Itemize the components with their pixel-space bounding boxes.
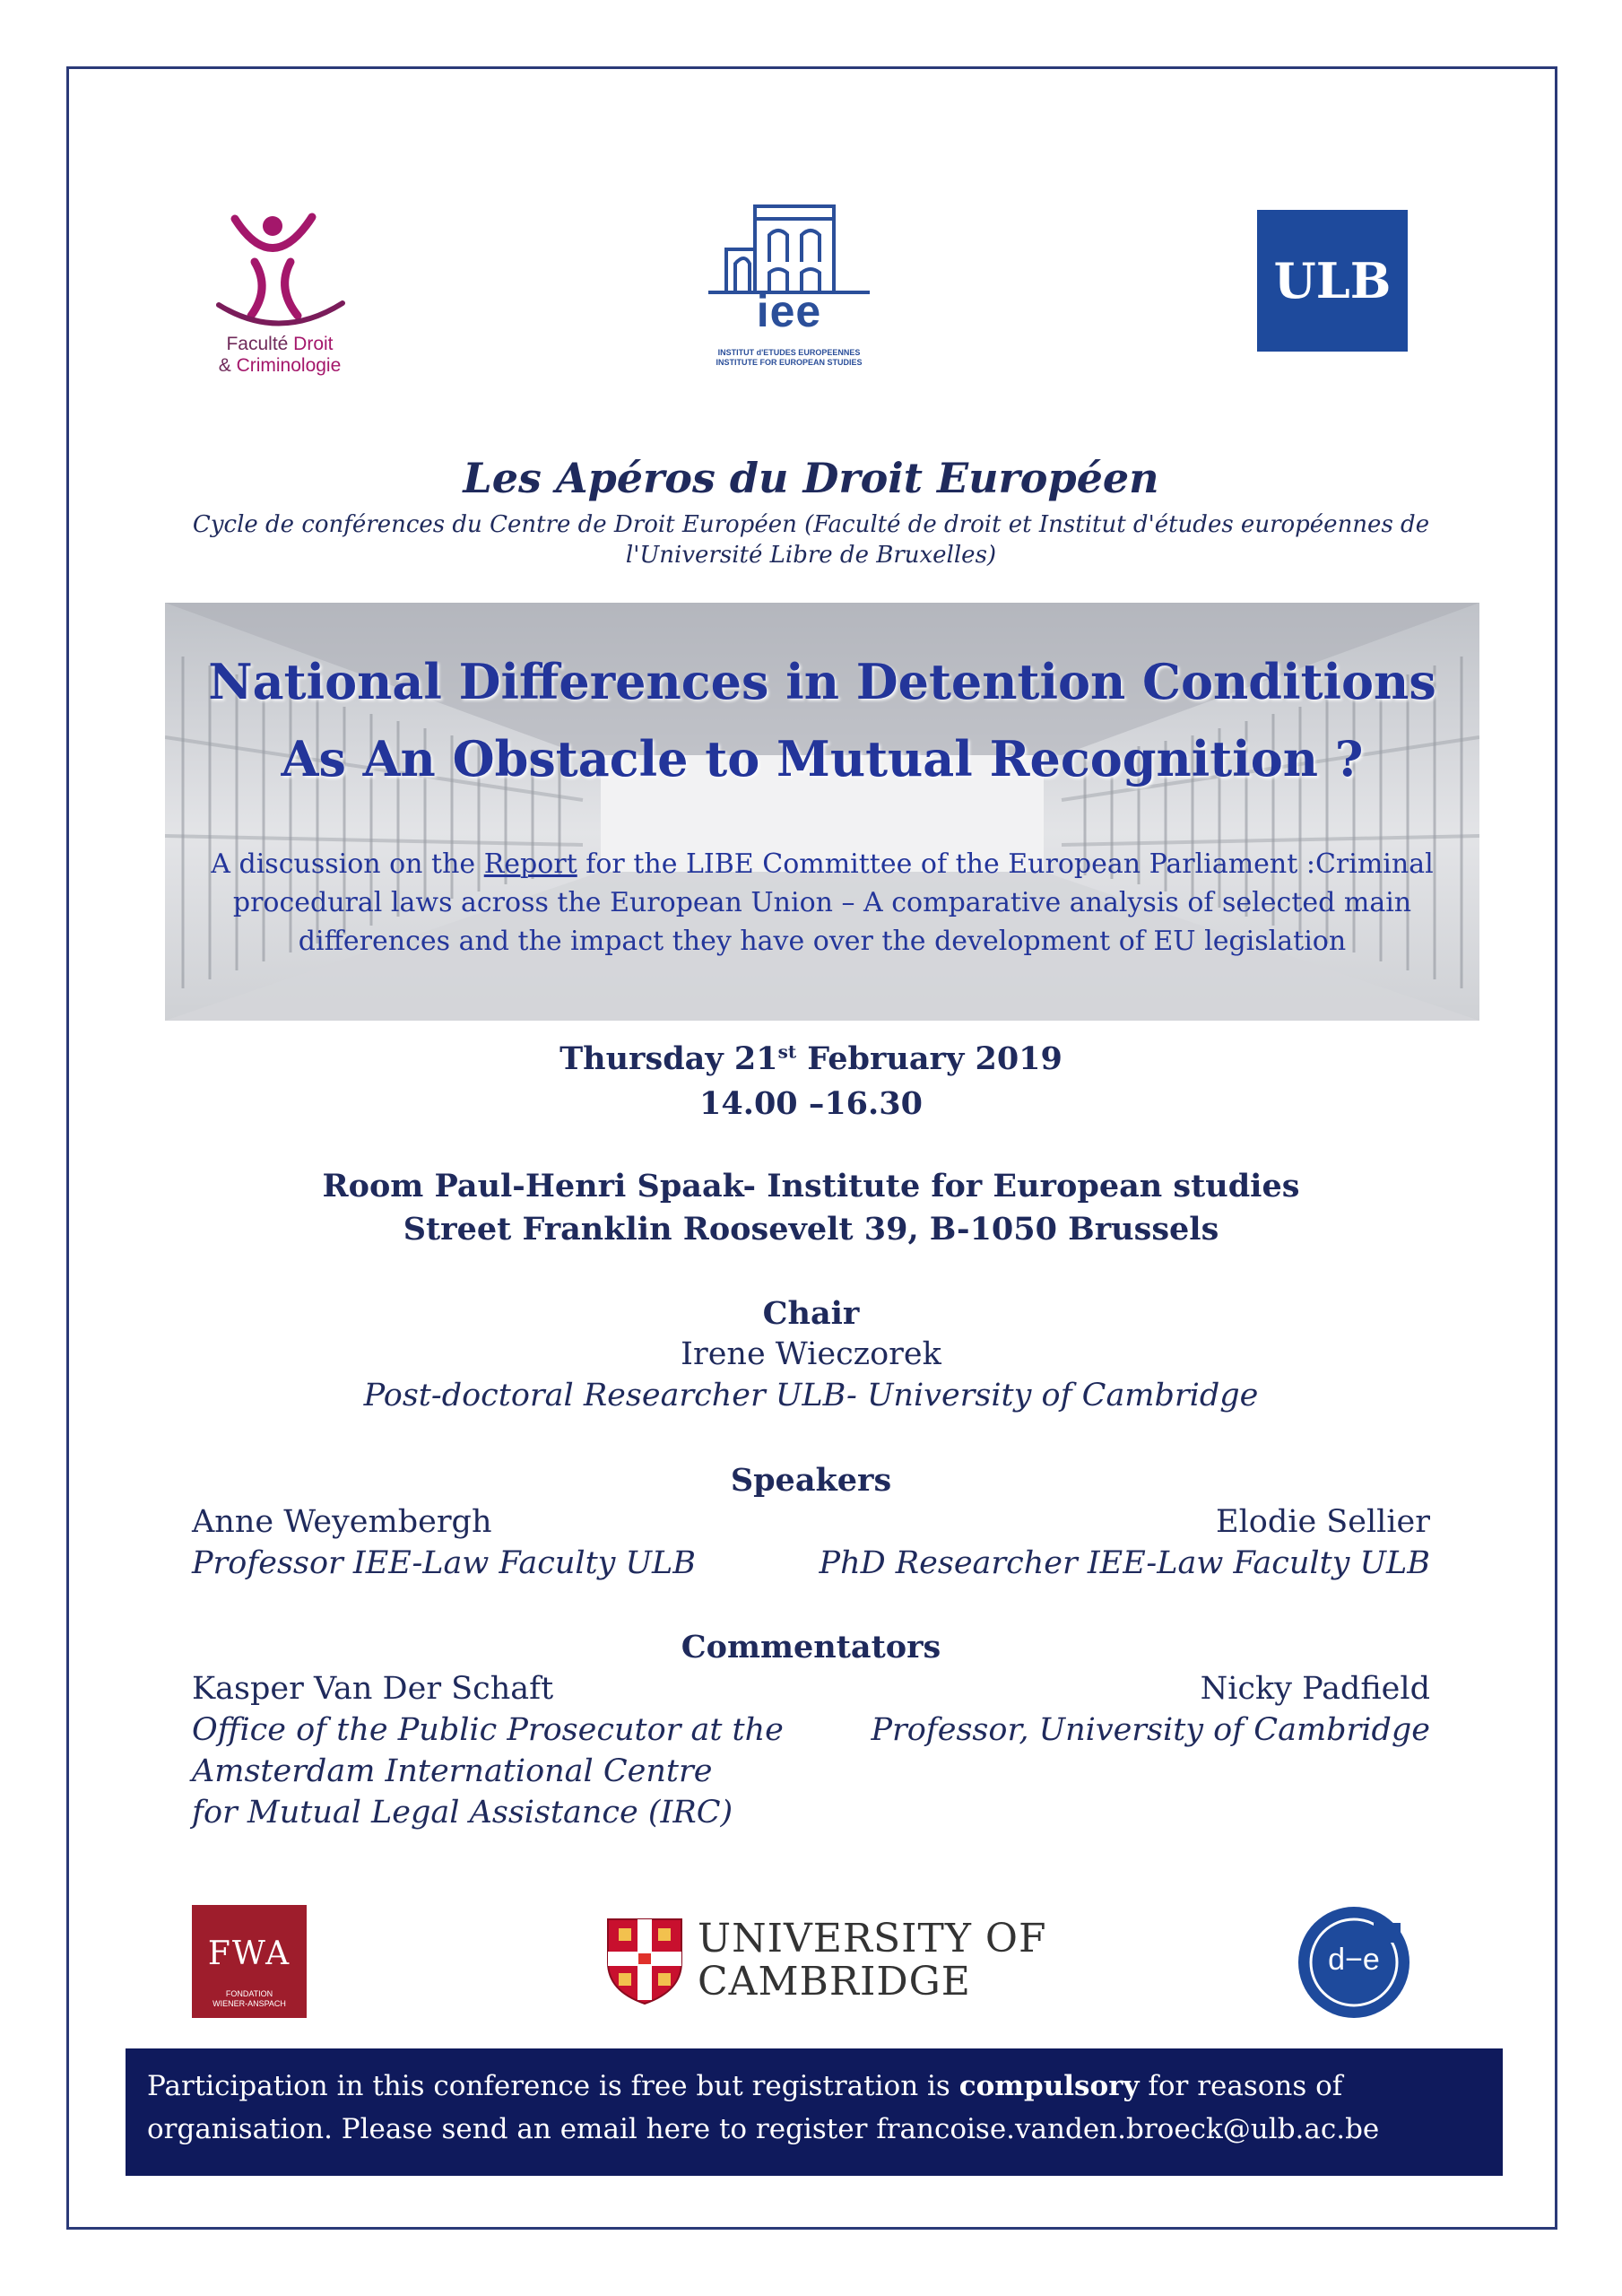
iee-logo-name: iee	[756, 286, 822, 336]
de-logo	[1297, 1905, 1411, 2020]
cambridge-logo-line2: CAMBRIDGE	[698, 1959, 971, 2005]
chair-heading: Chair	[762, 1295, 860, 1332]
iee-logo-sub2: INSTITUTE FOR EUROPEAN STUDIES	[716, 358, 863, 367]
title-banner	[165, 603, 1479, 1021]
report-link[interactable]: Report	[483, 848, 577, 880]
commentator-right-role: Professor, University of Cambridge	[871, 1712, 1430, 1748]
speaker-left-role: Professor IEE-Law Faculty ULB	[192, 1545, 696, 1581]
commentator-left-role3: for Mutual Legal Assistance (IRC)	[192, 1795, 733, 1831]
chair-name: Irene Wieczorek	[681, 1336, 941, 1372]
event-date-prefix: Thursday 21	[559, 1040, 778, 1077]
chair-role: Post-doctoral Researcher ULB- University of Cambridge	[363, 1378, 1259, 1413]
speaker-right	[820, 1501, 1430, 1584]
banner-description	[165, 845, 1479, 961]
series-title: Les Apéros du Droit Européen	[463, 454, 1159, 502]
series-subtitle-line1: Cycle de conférences du Centre de Droit Européen (Faculté de droit et Institut d'études européennes de	[192, 511, 1430, 538]
series-subtitle	[0, 509, 1622, 570]
faculty-logo-line1-accent: Droit	[293, 334, 334, 354]
fwa-logo-sub1: FONDATION	[225, 1989, 273, 1998]
fwa-logo-sub2: WIENER-ANSPACH	[213, 1999, 286, 2008]
speaker-left	[192, 1501, 696, 1584]
footer-bold: compulsory	[958, 2070, 1140, 2102]
faculty-logo-line1-prefix: Faculté	[226, 334, 294, 354]
fwa-logo	[192, 1905, 307, 2018]
footer-line2: organisation. Please send an email here to register francoise.vanden.broeck@ulb.ac.be	[147, 2113, 1380, 2145]
cambridge-shield-icon	[604, 1916, 685, 2005]
banner-title-line1: National Differences in Detention Conditions	[208, 653, 1436, 710]
fwa-logo-mark: FWA	[207, 1935, 291, 1972]
cambridge-logo	[604, 1916, 1053, 2005]
commentator-left-name: Kasper Van Der Schaft	[192, 1671, 554, 1707]
commentator-left	[192, 1668, 784, 1833]
event-address: Street Franklin Roosevelt 39, B-1050 Brussels	[403, 1211, 1219, 1248]
banner-desc-pre: A discussion on the	[211, 848, 484, 880]
footer-post: for reasons of	[1139, 2070, 1343, 2102]
faculty-logo	[208, 208, 351, 387]
speaker-right-role: PhD Researcher IEE-Law Faculty ULB	[819, 1545, 1430, 1581]
commentator-right	[871, 1668, 1430, 1751]
ulb-logo	[1257, 210, 1408, 352]
event-date-suffix: February 2019	[796, 1040, 1063, 1077]
banner-desc-line3: differences and the impact they have over the development of EU legislation	[298, 926, 1347, 957]
commentator-right-name: Nicky Padfield	[1200, 1671, 1430, 1707]
iee-logo	[699, 199, 879, 378]
banner-title-line2: As An Obstacle to Mutual Recognition ?	[281, 730, 1364, 787]
banner-desc-line2: procedural laws across the European Union – A comparative analysis of selected main	[232, 887, 1412, 918]
de-logo-mark: d−e	[1328, 1943, 1380, 1977]
event-time: 14.00 –16.30	[699, 1085, 923, 1122]
building-icon	[699, 199, 879, 298]
series-subtitle-line2: l'Université Libre de Bruxelles)	[625, 542, 997, 569]
faculty-figure-icon	[208, 208, 351, 334]
faculty-logo-line2-prefix: &	[218, 355, 231, 376]
commentator-left-role2: Amsterdam International Centre	[192, 1753, 713, 1789]
speaker-left-name: Anne Weyembergh	[192, 1504, 492, 1540]
commentators-heading: Commentators	[681, 1629, 941, 1665]
event-room: Room Paul-Henri Spaak- Institute for European studies	[322, 1168, 1300, 1205]
speaker-right-name: Elodie Sellier	[1216, 1504, 1430, 1540]
ulb-logo-text: ULB	[1273, 252, 1392, 309]
event-date	[0, 1040, 1622, 1077]
footer-pre: Participation in this conference is free but registration is	[147, 2070, 959, 2102]
banner-desc-post: for the LIBE Committee of the European Parliament :Criminal	[577, 848, 1434, 880]
cambridge-logo-line1: UNIVERSITY OF	[698, 1916, 1047, 1961]
commentator-left-role1: Office of the Public Prosecutor at the	[192, 1712, 784, 1748]
event-date-sup: st	[777, 1040, 797, 1063]
iee-logo-sub1: INSTITUT d'ETUDES EUROPEENNES	[717, 348, 861, 357]
faculty-logo-line2-accent: Criminologie	[230, 355, 342, 376]
registration-footer	[126, 2048, 1503, 2176]
speakers-heading: Speakers	[730, 1462, 892, 1499]
